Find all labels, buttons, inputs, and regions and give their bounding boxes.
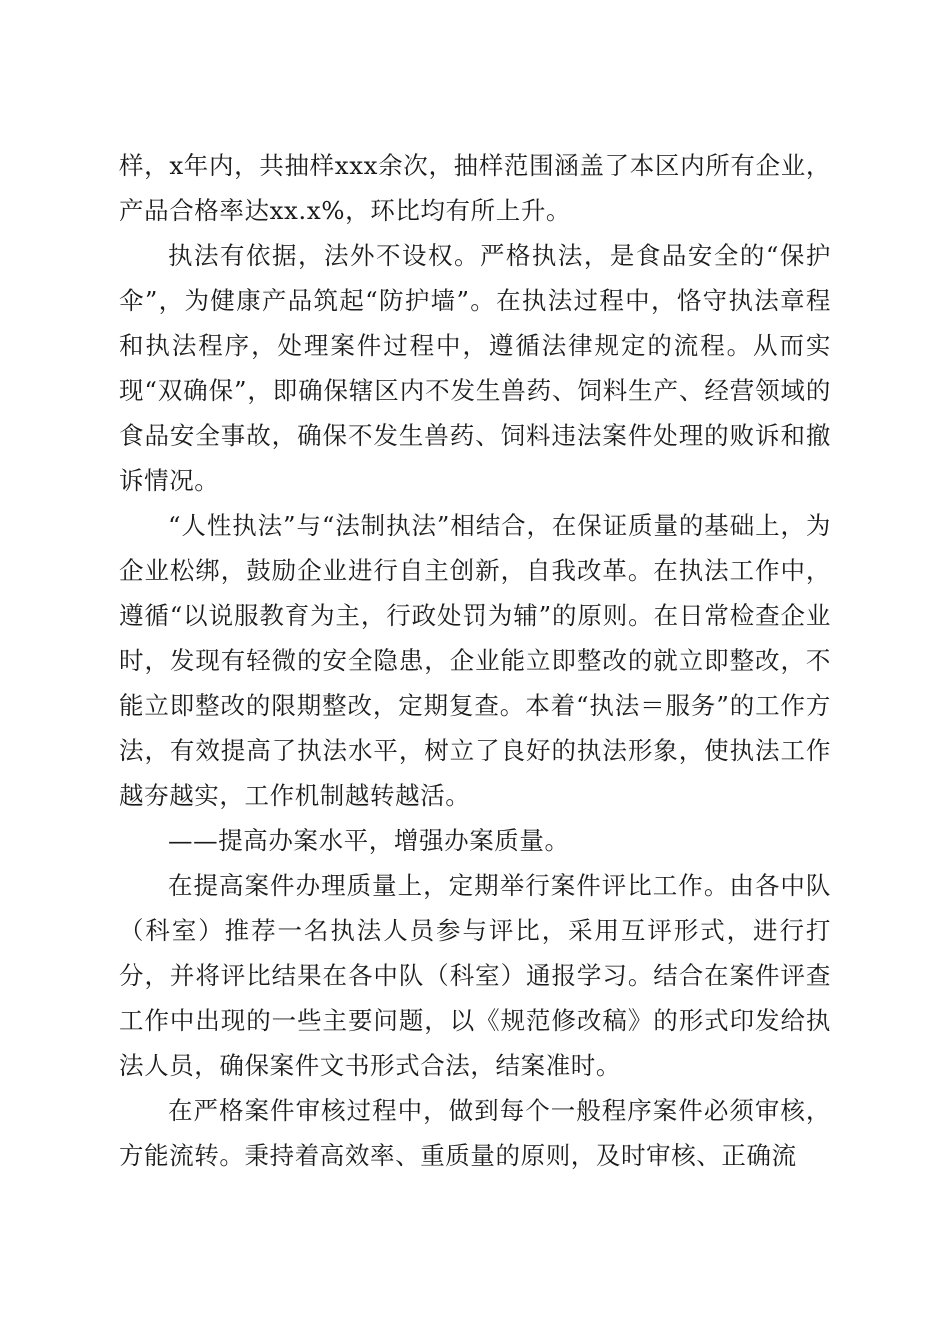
paragraph-continuation: 样，x年内，共抽样xxx余次，抽样范围涵盖了本区内所有企业，产品合格率达xx.x%，环比均有所上升。 (119, 151, 831, 225)
section-heading-case-quality: ——提高办案水平，增强办案质量。 (168, 826, 570, 855)
paragraph-case-review: 在严格案件审核过程中，做到每个一般程序案件必须审核，方能流转。秉持着高效率、重质量的原则，及时审核、正确流 (119, 1096, 831, 1170)
document-body (119, 143, 831, 1178)
paragraph-law-enforcement-basis: 执法有依据，法外不设权。严格执法，是食品安全的“保护伞”，为健康产品筑起“防护墙”。在执法过程中，恪守执法章程和执法程序，处理案件过程中，遵循法律规定的流程。从而实现“双确保”，即确保辖区内不发生兽药、饲料生产、经营领域的食品安全事故，确保不发生兽药、饲料违法案件处理的败诉和撤诉情况。 (119, 241, 831, 495)
paragraph-humane-enforcement: “人性执法”与“法制执法”相结合，在保证质量的基础上，为企业松绑，鼓励企业进行自主创新，自我改革。在执法工作中，遵循“以说服教育为主，行政处罚为辅”的原则。在日常检查企业时，发现有轻微的安全隐患，企业能立即整改的就立即整改，不能立即整改的限期整改，定期复查。本着“执法＝服务”的工作方法，有效提高了执法水平，树立了良好的执法形象，使执法工作越夯越实，工作机制越转越活。 (119, 511, 831, 810)
paragraph-case-evaluation: 在提高案件办理质量上，定期举行案件评比工作。由各中队（科室）推荐一名执法人员参与评比，采用互评形式，进行打分，并将评比结果在各中队（科室）通报学习。结合在案件评查工作中出现的一些主要问题，以《规范修改稿》的形式印发给执法人员，确保案件文书形式合法，结案准时。 (119, 871, 831, 1080)
